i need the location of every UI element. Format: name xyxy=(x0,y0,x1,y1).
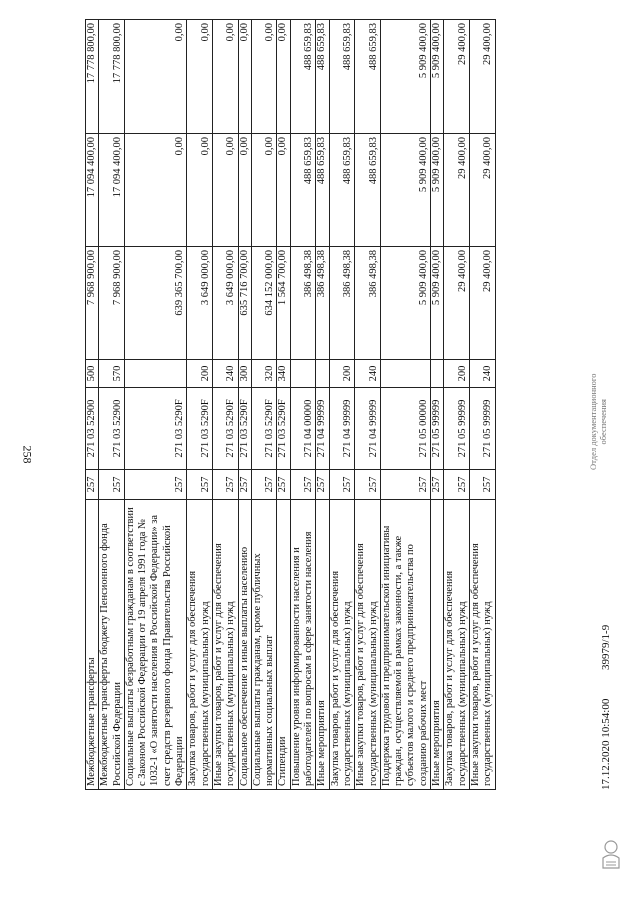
row-name: Повышение уровня информированности населения и работодателей по вопросам в сфере занятости населения xyxy=(290,500,316,790)
table-row xyxy=(212,20,238,790)
row-name: Социальное обеспечение и иные выплаты населению xyxy=(238,500,251,790)
emblem-icon xyxy=(600,838,622,872)
row-sum-2: 488 659,83 xyxy=(316,134,329,247)
row-name: Иные закупки товаров, работ и услуг для обеспечения государственных (муниципальных) нужд xyxy=(212,500,238,790)
row-sum-2: 488 659,83 xyxy=(355,134,381,247)
row-sum-3: 5 909 400,00 xyxy=(431,20,444,134)
row-sum-1: 3 649 000,00 xyxy=(187,247,213,360)
row-csr: 271 03 52900 xyxy=(86,388,99,470)
row-sum-2: 0,00 xyxy=(187,134,213,247)
row-vr: 240 xyxy=(469,360,495,388)
row-name: Закупка товаров, работ и услуг для обеспечения государственных (муниципальных) нужд xyxy=(444,500,470,790)
row-name: Закупка товаров, работ и услуг для обеспечения государственных (муниципальных) нужд xyxy=(187,500,213,790)
row-sum-3: 488 659,83 xyxy=(355,20,381,134)
row-sum-2: 0,00 xyxy=(212,134,238,247)
table-row xyxy=(316,20,329,790)
table-row xyxy=(290,20,316,790)
row-csr: 271 03 5290F xyxy=(251,388,277,470)
row-sum-2: 29 400,00 xyxy=(444,134,470,247)
row-code: 257 xyxy=(99,470,125,500)
row-sum-3: 17 778 800,00 xyxy=(99,20,125,134)
row-name: Иные мероприятия xyxy=(431,500,444,790)
row-name: Иные закупки товаров, работ и услуг для обеспечения государственных (муниципальных) нужд xyxy=(469,500,495,790)
table-row xyxy=(124,20,186,790)
row-name: Закупка товаров, работ и услуг для обеспечения государственных (муниципальных) нужд xyxy=(329,500,355,790)
table-row xyxy=(329,20,355,790)
row-csr: 271 03 52900 xyxy=(99,388,125,470)
row-code: 257 xyxy=(251,470,277,500)
row-sum-2: 0,00 xyxy=(124,134,186,247)
row-sum-2: 17 094 400,00 xyxy=(99,134,125,247)
footer-doc-id: 39979/1-9 xyxy=(600,624,612,670)
stamp-line-2: обеспечения xyxy=(598,399,608,445)
row-csr: 271 05 99999 xyxy=(444,388,470,470)
row-code: 257 xyxy=(431,470,444,500)
row-vr: 570 xyxy=(99,360,125,388)
row-sum-3: 17 778 800,00 xyxy=(86,20,99,134)
row-sum-3: 5 909 400,00 xyxy=(380,20,430,134)
row-code: 257 xyxy=(316,470,329,500)
row-sum-3: 488 659,83 xyxy=(290,20,316,134)
row-vr: 200 xyxy=(187,360,213,388)
row-sum-1: 635 716 700,00 xyxy=(238,247,251,360)
row-sum-1: 386 498,38 xyxy=(329,247,355,360)
row-vr: 500 xyxy=(86,360,99,388)
row-code: 257 xyxy=(238,470,251,500)
row-sum-1: 386 498,38 xyxy=(355,247,381,360)
row-vr: 300 xyxy=(238,360,251,388)
row-sum-1: 29 400,00 xyxy=(469,247,495,360)
row-sum-3: 29 400,00 xyxy=(444,20,470,134)
row-sum-1: 7 968 900,00 xyxy=(86,247,99,360)
row-csr: 271 04 99999 xyxy=(329,388,355,470)
table-row xyxy=(355,20,381,790)
table-row xyxy=(469,20,495,790)
row-vr: 320 xyxy=(251,360,277,388)
row-sum-3: 0,00 xyxy=(251,20,277,134)
row-name: Межбюджетные трансферты xyxy=(86,500,99,790)
page-number: 258 xyxy=(20,445,35,464)
row-code: 257 xyxy=(329,470,355,500)
department-stamp xyxy=(588,374,608,470)
row-code: 257 xyxy=(124,470,186,500)
row-name: Межбюджетные трансферты бюджету Пенсионного фонда Российской Федерации xyxy=(99,500,125,790)
row-vr xyxy=(380,360,430,388)
row-csr: 271 04 99999 xyxy=(355,388,381,470)
row-vr: 240 xyxy=(212,360,238,388)
row-sum-2: 0,00 xyxy=(238,134,251,247)
table-row xyxy=(238,20,251,790)
table-row xyxy=(86,20,99,790)
row-csr: 271 04 99999 xyxy=(316,388,329,470)
row-csr: 271 03 5290F xyxy=(238,388,251,470)
row-sum-3: 488 659,83 xyxy=(329,20,355,134)
row-sum-1: 634 152 000,00 xyxy=(251,247,277,360)
row-vr: 240 xyxy=(355,360,381,388)
row-sum-2: 488 659,83 xyxy=(329,134,355,247)
row-code: 257 xyxy=(355,470,381,500)
row-name: Иные мероприятия xyxy=(316,500,329,790)
row-sum-1: 386 498,38 xyxy=(290,247,316,360)
table-row xyxy=(380,20,430,790)
row-sum-3: 29 400,00 xyxy=(469,20,495,134)
table-row xyxy=(99,20,125,790)
budget-table-sheet xyxy=(85,20,545,790)
row-name: Социальные выплаты гражданам, кроме публичных нормативных социальных выплат xyxy=(251,500,277,790)
row-csr: 271 03 5290F xyxy=(124,388,186,470)
row-csr: 271 03 5290F xyxy=(277,388,290,470)
row-code: 257 xyxy=(187,470,213,500)
row-sum-2: 0,00 xyxy=(251,134,277,247)
row-sum-2: 29 400,00 xyxy=(469,134,495,247)
row-sum-1: 7 968 900,00 xyxy=(99,247,125,360)
row-code: 257 xyxy=(290,470,316,500)
row-code: 257 xyxy=(86,470,99,500)
row-csr: 271 03 5290F xyxy=(187,388,213,470)
row-csr: 271 03 5290F xyxy=(212,388,238,470)
row-vr xyxy=(431,360,444,388)
row-sum-1: 1 564 700,00 xyxy=(277,247,290,360)
row-name: Поддержка трудовой и предпринимательской инициативы граждан, осуществляемой в рамках законности, а также субъектов малого и среднего предпринимательства по созданию рабочих мест xyxy=(380,500,430,790)
table-row xyxy=(431,20,444,790)
row-sum-3: 0,00 xyxy=(187,20,213,134)
budget-table xyxy=(85,19,496,790)
table-row xyxy=(187,20,213,790)
row-sum-1: 639 365 700,00 xyxy=(124,247,186,360)
row-name: Социальные выплаты безработным гражданам в соответствии с Законом Российской Федерации от 19 апреля 1991 года № 1032-1 «О занятости населения в Российской Федерации» за счет средств резервного фонда Правительства Российской Федерации xyxy=(124,500,186,790)
row-sum-2: 488 659,83 xyxy=(290,134,316,247)
row-name: Стипендии xyxy=(277,500,290,790)
row-sum-3: 0,00 xyxy=(277,20,290,134)
row-sum-1: 386 498,38 xyxy=(316,247,329,360)
footer-timestamp: 17.12.2020 10:54:00 xyxy=(600,698,612,790)
row-csr: 271 04 00000 xyxy=(290,388,316,470)
stamp-line-1: Отдел документационного xyxy=(588,373,598,470)
row-code: 257 xyxy=(380,470,430,500)
row-vr: 200 xyxy=(329,360,355,388)
row-sum-1: 5 909 400,00 xyxy=(431,247,444,360)
row-sum-2: 5 909 400,00 xyxy=(431,134,444,247)
row-vr: 340 xyxy=(277,360,290,388)
row-code: 257 xyxy=(444,470,470,500)
row-sum-2: 17 094 400,00 xyxy=(86,134,99,247)
row-sum-1: 3 649 000,00 xyxy=(212,247,238,360)
row-sum-3: 0,00 xyxy=(124,20,186,134)
row-vr xyxy=(124,360,186,388)
row-csr: 271 05 00000 xyxy=(380,388,430,470)
row-csr: 271 05 99999 xyxy=(431,388,444,470)
table-row xyxy=(277,20,290,790)
row-sum-2: 5 909 400,00 xyxy=(380,134,430,247)
row-sum-1: 5 909 400,00 xyxy=(380,247,430,360)
row-name: Иные закупки товаров, работ и услуг для обеспечения государственных (муниципальных) нужд xyxy=(355,500,381,790)
row-code: 257 xyxy=(469,470,495,500)
row-vr xyxy=(290,360,316,388)
row-code: 257 xyxy=(212,470,238,500)
row-code: 257 xyxy=(277,470,290,500)
table-row xyxy=(444,20,470,790)
row-csr: 271 05 99999 xyxy=(469,388,495,470)
row-sum-1: 29 400,00 xyxy=(444,247,470,360)
row-vr: 200 xyxy=(444,360,470,388)
row-vr xyxy=(316,360,329,388)
row-sum-3: 488 659,83 xyxy=(316,20,329,134)
row-sum-2: 0,00 xyxy=(277,134,290,247)
table-row xyxy=(251,20,277,790)
row-sum-3: 0,00 xyxy=(212,20,238,134)
row-sum-3: 0,00 xyxy=(238,20,251,134)
